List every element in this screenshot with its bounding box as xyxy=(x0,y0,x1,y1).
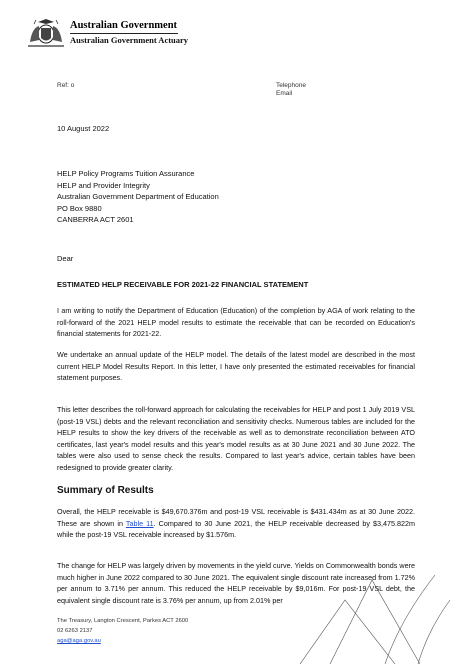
paragraph-intro: I am writing to notify the Department of Education (Education) of the completion by AGA of work relating to the roll-forward of the 2021 HELP model results to estimate the receivable that can be recorded on Education's financial statements for 2021-22. xyxy=(57,306,415,339)
footer-address: The Treasury, Langton Crescent, Parkes ACT 2600 xyxy=(57,618,189,624)
reference-label: Ref: o xyxy=(57,82,75,89)
contact-labels xyxy=(276,82,306,98)
footer xyxy=(57,616,188,646)
paragraph-approach: This letter describes the roll-forward approach for calculating the receivables for HELP and post 1 July 2019 VSL (post-19 VSL) debts and the relevant reconciliation and sensitivity checks. Numerous tables are included for the HELP results to show the key drivers of the receivable as well as to demonstrate reconciliation between ATO certificates, last year's model results and this year's model results as at 30 June 2021 and 30 June 2022. The tables were also used to sense check the results. Compared to last year's advice, certain tables have been redesigned to provide greater clarity. xyxy=(57,405,415,472)
agency-name: Australian Government Actuary xyxy=(70,35,189,45)
address-line: CANBERRA ACT 2601 xyxy=(57,215,134,224)
letter-date: 10 August 2022 xyxy=(57,124,110,133)
address-line: HELP Policy Programs Tuition Assurance xyxy=(57,169,195,178)
table-11-link[interactable]: Table 11 xyxy=(125,518,154,528)
recipient-address xyxy=(57,168,219,226)
logo-divider xyxy=(70,33,178,34)
letter-subject: ESTIMATED HELP RECEIVABLE FOR 2021-22 FINANCIAL STATEMENT xyxy=(57,280,309,289)
paragraph-annual-update: We undertake an annual update of the HELP model. The details of the latest model are described in the most current HELP Model Results Report. In this letter, I have only presented the estimated receivables for financial statement purposes. xyxy=(57,350,415,383)
footer-email-link[interactable]: aga@aga.gov.au xyxy=(57,638,101,644)
paragraph-yield-curve: The change for HELP was largely driven by movements in the yield curve. Yields on Commonwealth bonds were much higher in June 2022 compared to 30 June 2021. The equivalent single discount rate increased from 1.72% per annum to 3.71% per annum. This reduced the HELP receivable by $9,016m. For post-19 VSL debt, the equivalent single discount rate is 3.76% per annum, up from 2.01% per xyxy=(57,561,415,605)
section-heading: Summary of Results xyxy=(57,485,154,496)
government-name: Australian Government xyxy=(70,20,178,31)
address-line: HELP and Provider Integrity xyxy=(57,180,150,190)
email-label: Email xyxy=(276,90,293,97)
salutation: Dear xyxy=(57,254,74,263)
address-line: PO Box 9880 xyxy=(57,203,102,213)
address-line: Australian Government Department of Education xyxy=(57,192,219,201)
footer-phone: 02 6263 2137 xyxy=(57,628,93,634)
overall-text-start: Overall, the HELP receivable is $49,670.376m and post-19 VSL receivable is $431.434m as at 30 June 2022. These are shown in xyxy=(57,507,415,528)
telephone-label: Telephone xyxy=(276,82,306,89)
overall-text-end: . Compared to 30 June 2021, the HELP receivable decreased by $3,475.822m while the post-19 VSL receivable increased by $1.576m. xyxy=(57,518,416,540)
paragraph-overall xyxy=(57,506,415,541)
coat-of-arms-icon xyxy=(24,16,68,50)
